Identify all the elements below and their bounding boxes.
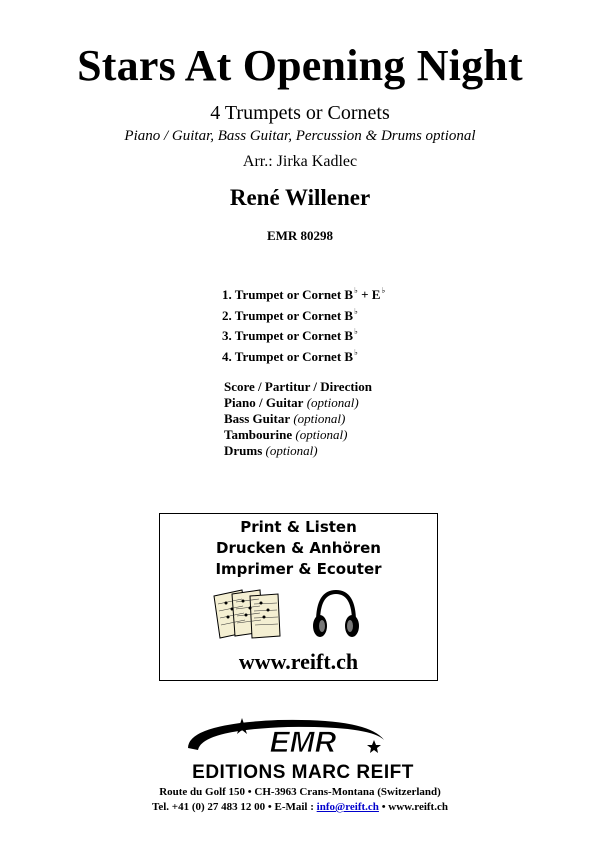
arranger: Arr.: Jirka Kadlec [242, 153, 358, 170]
extras-label: Score / Partitur / Direction [224, 379, 373, 394]
promo-line: Print & Listen [240, 518, 357, 536]
extras-note: (optional) [265, 443, 318, 458]
extras-item [224, 379, 372, 395]
extras-item [224, 395, 372, 411]
publisher-address: Route du Golf 150 • CH-3963 Crans-Montana (Switzerland) [159, 786, 441, 798]
website-link[interactable]: www.reift.ch [238, 649, 359, 674]
extras-item [224, 443, 372, 459]
headphones-icon [310, 588, 362, 642]
flat-sign: ♭ [354, 327, 358, 336]
phone-label: Tel. +41 (0) 27 483 12 00 • E-Mail : [152, 801, 317, 813]
parts-list [222, 281, 385, 363]
promo-line: Drucken & Anhören [216, 539, 381, 557]
part-item [222, 281, 385, 302]
promo-line: Imprimer & Ecouter [215, 560, 382, 578]
catalog-number: EMR 80298 [266, 228, 334, 243]
part-joiner: + E [357, 287, 381, 302]
flat-sign: ♭ [354, 306, 358, 316]
part-name: 4. Trumpet or Cornet B [222, 348, 354, 364]
extras-list [224, 379, 372, 459]
instrumentation: Piano / Guitar, Bass Guitar, Percussion & Drums optional [124, 128, 476, 144]
extras-item [224, 427, 372, 443]
flat-sign: ♭ [354, 286, 358, 295]
extras-note: (optional) [295, 427, 348, 442]
extras-label: Bass Guitar [224, 411, 291, 426]
sheet-music-icon [208, 586, 284, 644]
page-title: Stars At Opening Night [77, 41, 523, 90]
part-item [222, 343, 385, 364]
extras-note: (optional) [306, 395, 359, 410]
part-name: 3. Trumpet or Cornet B [222, 328, 354, 343]
flat-sign: ♭ [381, 286, 386, 295]
part-name: 1. Trumpet or Cornet B [222, 287, 354, 302]
composer: René Willener [229, 185, 371, 210]
part-name: 2. Trumpet or Cornet B [222, 307, 354, 323]
subtitle: 4 Trumpets or Cornets [210, 102, 390, 124]
email-link[interactable]: info@reift.ch [316, 801, 379, 813]
publisher-contact [0, 800, 600, 814]
emr-logo [158, 712, 448, 784]
part-item [222, 322, 385, 343]
extras-label: Tambourine [224, 427, 293, 442]
website-text: • www.reift.ch [378, 801, 448, 813]
extras-label: Drums [224, 443, 263, 458]
part-item [222, 302, 385, 323]
extras-item [224, 411, 372, 427]
print-listen-box [159, 513, 438, 681]
extras-label: Piano / Guitar [224, 395, 304, 410]
flat-sign: ♭ [354, 347, 358, 357]
logo-name: EDITIONS MARC REIFT [192, 762, 414, 783]
logo-mark: EMR [269, 726, 337, 759]
extras-note: (optional) [293, 411, 346, 426]
